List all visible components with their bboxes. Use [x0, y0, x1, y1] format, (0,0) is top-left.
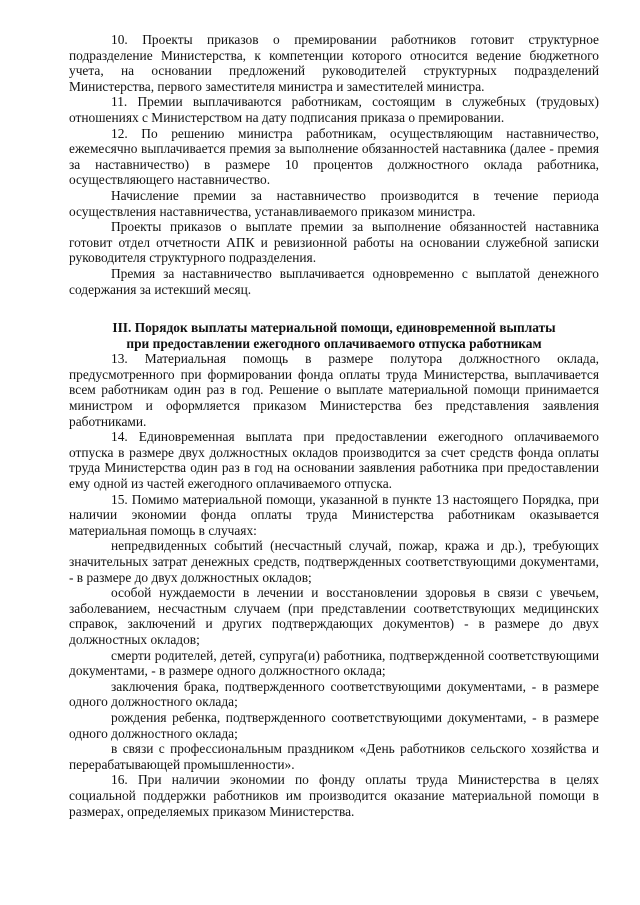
case-professional-holiday: в связи с профессиональным праздником «День работников сельского хозяйства и перерабатывающей промышленности».	[69, 741, 599, 772]
paragraph-12-accrual: Начисление премии за наставничество производится в течение периода осуществления наставничества, устанавливаемого приказом министра.	[69, 187, 599, 219]
section-heading-line-1: III. Порядок выплаты материальной помощи, единовременной выплаты	[112, 320, 556, 336]
paragraph-12-payment: Премия за наставничество выплачивается одновременно с выплатой денежного содержания за истекший месяц.	[69, 265, 599, 297]
paragraph-12-drafts: Проекты приказов о выплате премии за выполнение обязанностей наставника готовит отдел отчетности АПК и ревизионной работы на основании служебной записки руководителя структурного подразделения.	[69, 219, 599, 266]
case-birth-of-child: рождения ребенка, подтвержденного соответствующими документами, - в размере одного должностного оклада;	[69, 709, 599, 741]
paragraph-15: 15. Помимо материальной помощи, указанной в пункте 13 настоящего Порядка, при наличии экономии фонда оплаты труда Министерства работникам оказывается материальная помощь в случаях:	[69, 491, 599, 538]
case-medical-need: особой нуждаемости в лечении и восстановлении здоровья в связи с увечьем, заболеванием, несчастным случаем (при представлении соответствующих медицинских справок, заключений и других подтверждающих документов) - в размере до двух должностных окладов;	[69, 585, 599, 647]
paragraph-11: 11. Премии выплачиваются работникам, состоящим в служебных (трудовых) отношениях с Министерством на дату подписания приказа о премировании.	[69, 94, 599, 125]
document-page	[69, 32, 599, 819]
case-death-of-relative: смерти родителей, детей, супруга(и) работника, подтвержденной соответствующими документами, - в размере одного должностного оклада;	[69, 647, 599, 679]
paragraph-16: 16. При наличии экономии по фонду оплаты труда Министерства в целях социальной поддержки работников им производится оказание материальной помощи в размерах, определяемых приказом Министерства.	[69, 772, 599, 819]
paragraph-14: 14. Единовременная выплата при предоставлении ежегодного оплачиваемого отпуска в размере двух должностных окладов производится за счет средств фонда оплаты труда Министерства один раз в год на основании заявления работника при предоставлении ему одной из частей ежегодного оплачиваемого отпуска.	[69, 429, 599, 492]
section-heading-line-2: при предоставлении ежегодного оплачиваемого отпуска работникам	[126, 335, 542, 351]
paragraph-10: 10. Проекты приказов о премировании работников готовит структурное подразделение Министерства, к компетенции которого относится ведение бюджетного учета, на основании предложений руководителей структурных подразделений Министерства, первого заместителя министра и заместителей министра.	[69, 32, 599, 94]
section-heading	[69, 320, 599, 351]
paragraph-12: 12. По решению министра работникам, осуществляющим наставничество, ежемесячно выплачивается премия за выполнение обязанностей наставника (далее - премия за наставничество) в размере 10 процентов должностного оклада работника, осуществляющего наставничество.	[69, 125, 599, 188]
case-unforeseen-events: непредвиденных событий (несчастный случай, пожар, кража и др.), требующих значительных затрат денежных средств, подтвержденных соответствующими документами, - в размере до двух должностных окладов;	[69, 538, 599, 585]
case-marriage: заключения брака, подтвержденного соответствующими документами, - в размере одного должностного оклада;	[69, 678, 599, 710]
paragraph-13: 13. Материальная помощь в размере полутора должностного оклада, предусмотренного при формировании фонда оплаты труда Министерства, выплачивается всем работникам один раз в год. Решение о выплате материальной помощи принимается министром и оформляется приказом Министерства без представления заявления работниками.	[69, 351, 599, 429]
